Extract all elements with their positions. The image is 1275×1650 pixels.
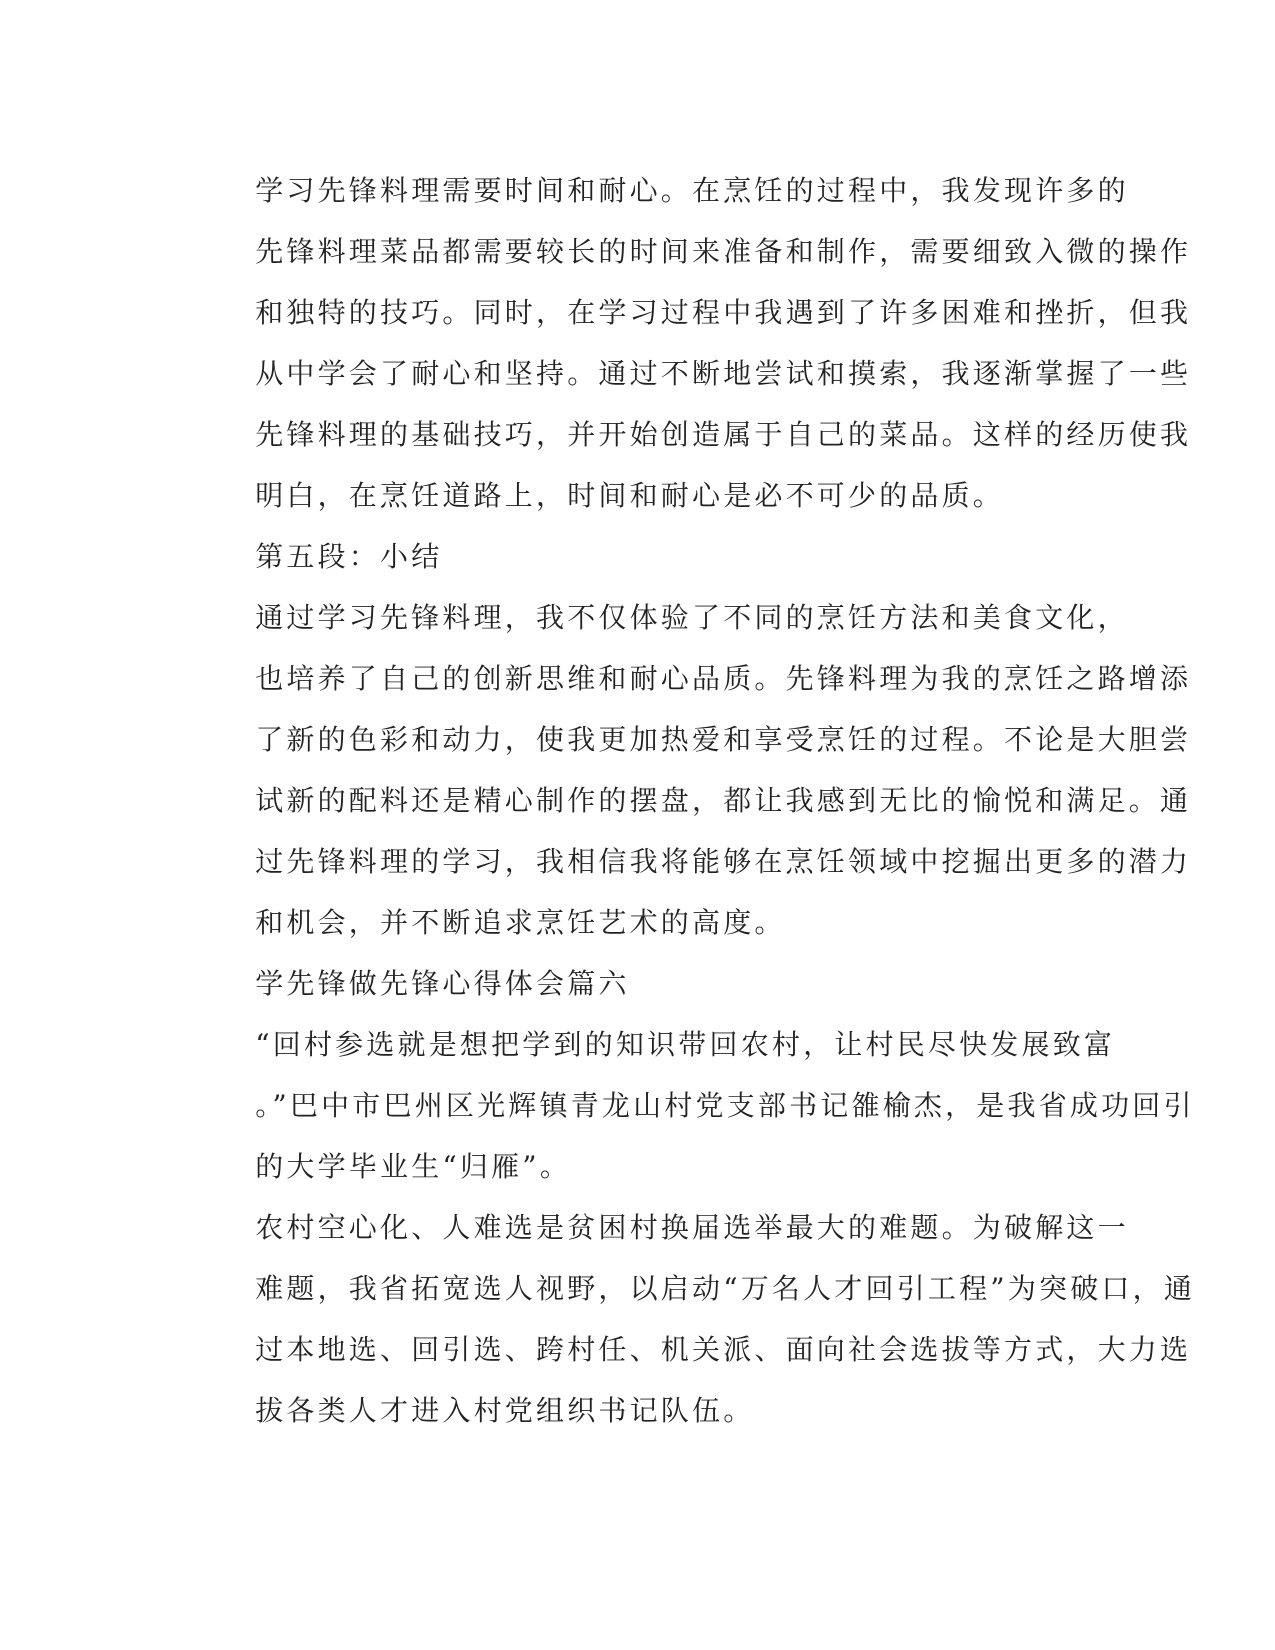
document-body	[188, 160, 1196, 1441]
text-line: 了新的色彩和动力，使我更加热爱和享受烹饪的过程。不论是大胆尝	[255, 723, 1192, 756]
text-line: 也培养了自己的创新思维和耐心品质。先锋料理为我的烹饪之路增添	[255, 662, 1192, 695]
section-heading-summary	[188, 526, 1083, 587]
text-line: 农村空心化、人难选是贫困村换届选举最大的难题。为破解这一	[255, 1211, 1129, 1244]
text-line: 的大学毕业生“归雁”。	[255, 1150, 572, 1183]
paragraph-patience	[188, 160, 1192, 526]
section-heading-part-six	[188, 953, 1083, 1014]
text-line: 和独特的技巧。同时，在学习过程中我遇到了许多困难和挫折，但我	[255, 296, 1192, 329]
text-line: 难题，我省拓宽选人视野，以启动“万名人才回引工程”为突破口，通	[255, 1272, 1196, 1305]
heading-line: 学先锋做先锋心得体会篇六	[255, 967, 630, 1000]
text-line: 明白，在烹饪道路上，时间和耐心是必不可少的品质。	[255, 479, 1004, 512]
text-line: 试新的配料还是精心制作的摆盘，都让我感到无比的愉悦和满足。通	[255, 784, 1192, 817]
paragraph-summary	[188, 587, 1192, 953]
text-line: 从中学会了耐心和坚持。通过不断地尝试和摸索，我逐渐掌握了一些	[255, 357, 1192, 390]
paragraph-quote	[188, 1014, 1195, 1197]
text-line: 先锋料理的基础技巧，并开始创造属于自己的菜品。这样的经历使我	[255, 418, 1192, 451]
text-line: 过先锋料理的学习，我相信我将能够在烹饪领域中挖掘出更多的潜力	[255, 845, 1192, 878]
text-line: 拔各类人才进入村党组织书记队伍。	[255, 1394, 755, 1427]
text-line: 过本地选、回引选、跨村任、机关派、面向社会选拔等方式，大力选	[255, 1333, 1192, 1366]
text-line: “回村参选就是想把学到的知识带回农村，让村民尽快发展致富	[255, 1028, 1116, 1061]
text-line: 先锋料理菜品都需要较长的时间来准备和制作，需要细致入微的操作	[255, 235, 1192, 268]
paragraph-rural-election	[188, 1197, 1196, 1441]
text-line: 学习先锋料理需要时间和耐心。在烹饪的过程中，我发现许多的	[255, 174, 1129, 207]
heading-line: 第五段：小结	[255, 540, 443, 573]
text-line: 和机会，并不断追求烹饪艺术的高度。	[255, 906, 786, 939]
text-line: 通过学习先锋料理，我不仅体验了不同的烹饪方法和美食文化，	[255, 601, 1129, 634]
text-line: 。”巴中市巴州区光辉镇青龙山村党支部书记雒榆杰，是我省成功回引	[255, 1089, 1195, 1122]
